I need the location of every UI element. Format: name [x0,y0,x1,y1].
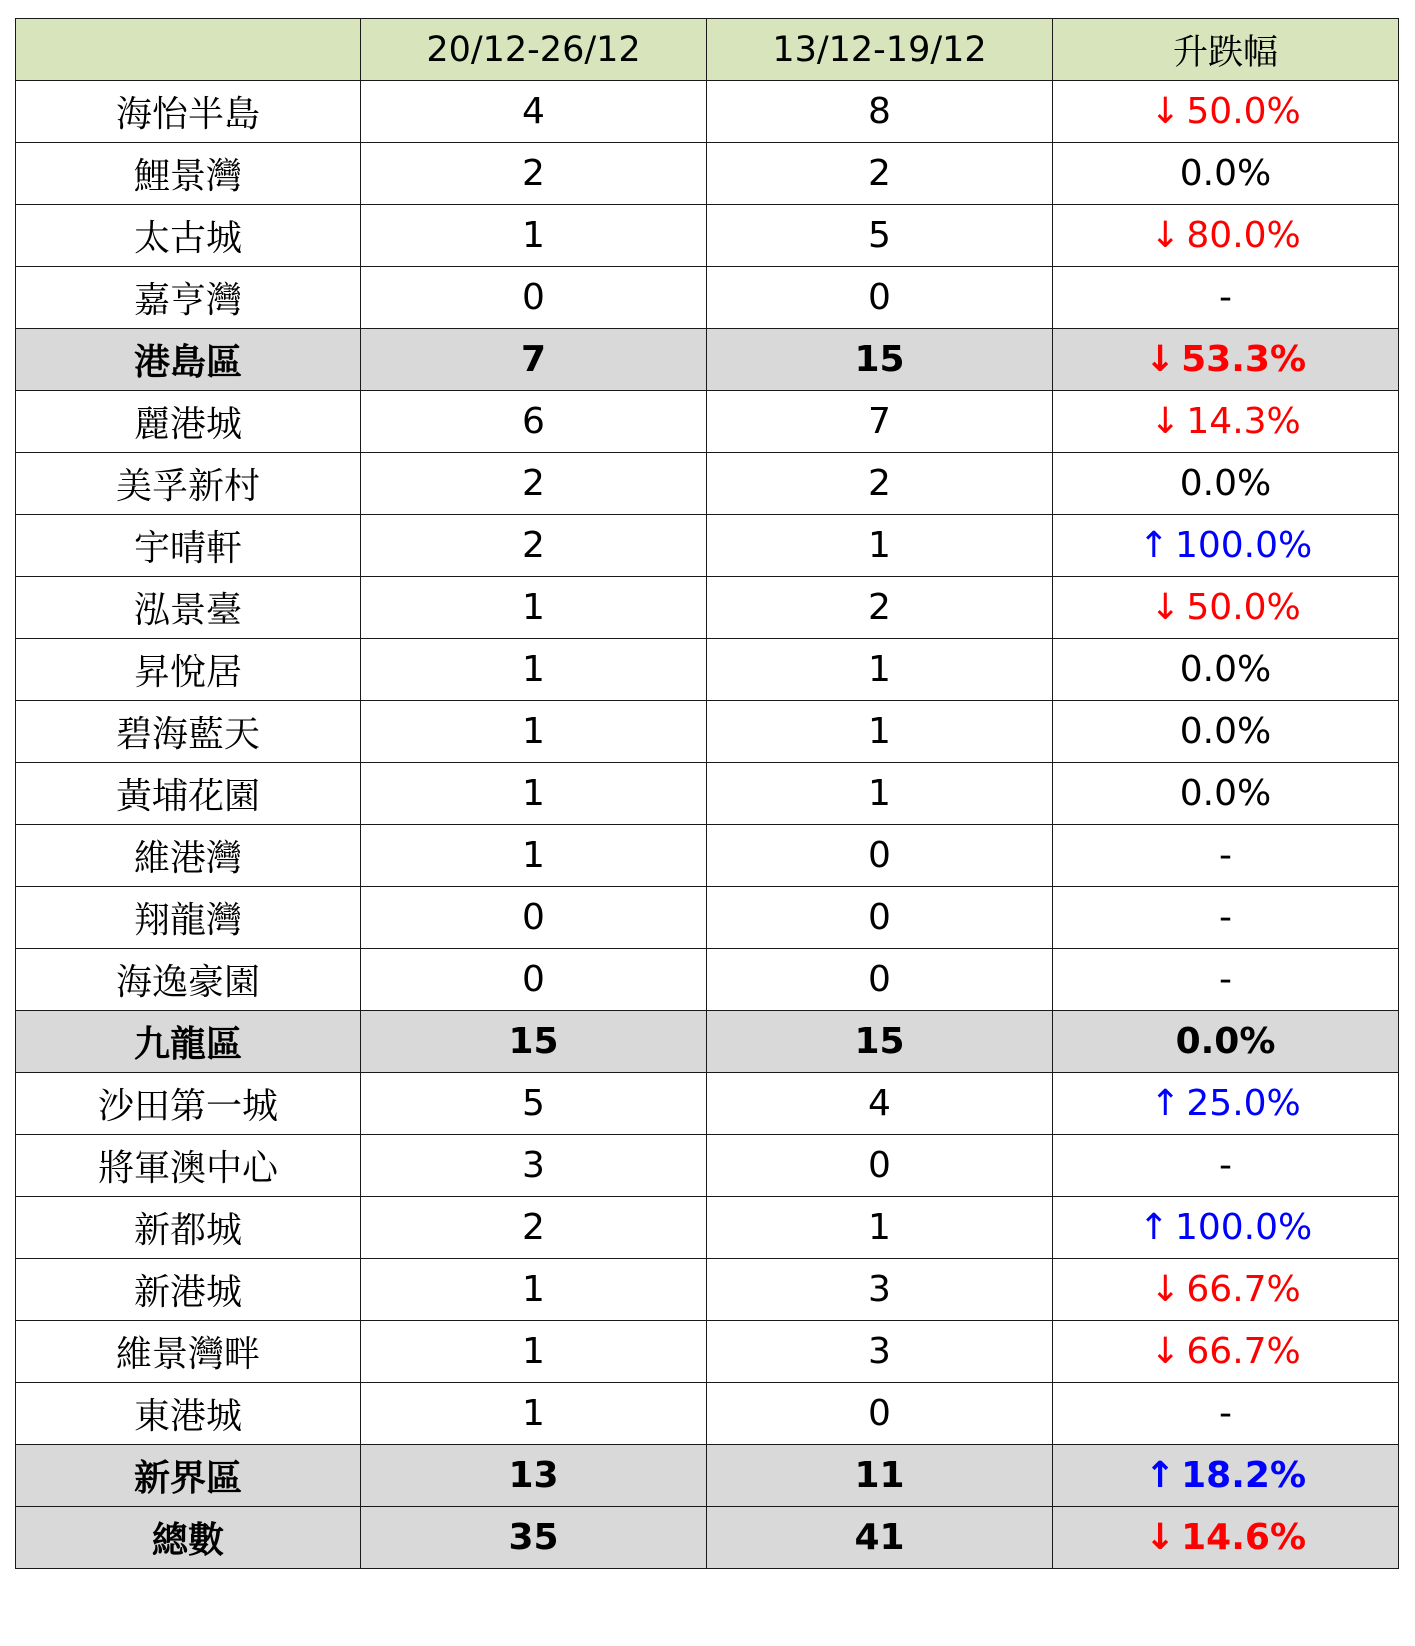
table-row [16,949,1399,1011]
change-value: - [1219,1145,1232,1186]
table-row [16,577,1399,639]
current-week-count-cell: 2 [361,515,707,577]
header-previous-week: 13/12-19/12 [707,19,1053,81]
estate-name-cell: 總數 [16,1507,361,1569]
change-value: 50.0% [1186,587,1301,628]
change-value: 18.2% [1181,1455,1307,1496]
header-row [16,19,1399,81]
table-row [16,1383,1399,1445]
change-cell [1053,1011,1399,1073]
estate-name-cell: 碧海藍天 [16,701,361,763]
arrow-down-icon: ↓ [1150,587,1181,628]
change-cell [1053,81,1399,143]
change-value: 14.3% [1186,401,1301,442]
change-cell [1053,1073,1399,1135]
table-row [16,701,1399,763]
change-cell [1053,143,1399,205]
previous-week-count-cell: 0 [707,825,1053,887]
arrow-up-icon: ↑ [1144,1455,1176,1496]
table-row [16,639,1399,701]
previous-week-count-cell: 2 [707,577,1053,639]
estate-name-cell: 翔龍灣 [16,887,361,949]
previous-week-count-cell: 2 [707,453,1053,515]
change-cell [1053,205,1399,267]
arrow-down-icon: ↓ [1150,215,1181,256]
previous-week-count-cell: 0 [707,267,1053,329]
estate-name-cell: 太古城 [16,205,361,267]
change-value: 0.0% [1179,463,1272,504]
current-week-count-cell: 1 [361,1321,707,1383]
table-row [16,1135,1399,1197]
current-week-count-cell: 1 [361,577,707,639]
estate-name-cell: 東港城 [16,1383,361,1445]
estate-name-cell: 將軍澳中心 [16,1135,361,1197]
change-cell [1053,577,1399,639]
change-cell [1053,763,1399,825]
change-cell [1053,1383,1399,1445]
arrow-down-icon: ↓ [1144,1517,1176,1558]
change-cell [1053,1135,1399,1197]
change-value: 50.0% [1186,91,1301,132]
change-value: 0.0% [1179,711,1272,752]
current-week-count-cell: 1 [361,763,707,825]
current-week-count-cell: 13 [361,1445,707,1507]
transactions-table [15,18,1399,1569]
estate-name-cell: 海逸豪園 [16,949,361,1011]
previous-week-count-cell: 4 [707,1073,1053,1135]
current-week-count-cell: 2 [361,1197,707,1259]
current-week-count-cell: 15 [361,1011,707,1073]
table-row [16,1197,1399,1259]
table-row [16,143,1399,205]
current-week-count-cell: 1 [361,639,707,701]
estate-name-cell: 維景灣畔 [16,1321,361,1383]
arrow-down-icon: ↓ [1150,91,1181,132]
table-row [16,81,1399,143]
estate-name-cell: 泓景臺 [16,577,361,639]
header-estate [16,19,361,81]
change-value: 0.0% [1179,153,1272,194]
table-row [16,763,1399,825]
arrow-up-icon: ↑ [1150,1083,1181,1124]
previous-week-count-cell: 0 [707,1383,1053,1445]
previous-week-count-cell: 3 [707,1259,1053,1321]
estate-name-cell: 鯉景灣 [16,143,361,205]
previous-week-count-cell: 15 [707,329,1053,391]
table-row [16,887,1399,949]
previous-week-count-cell: 15 [707,1011,1053,1073]
change-value: 0.0% [1179,649,1272,690]
current-week-count-cell: 1 [361,1383,707,1445]
table-row [16,1259,1399,1321]
estate-name-cell: 新港城 [16,1259,361,1321]
arrow-up-icon: ↑ [1138,525,1169,566]
change-cell [1053,1445,1399,1507]
previous-week-count-cell: 11 [707,1445,1053,1507]
table-row [16,825,1399,887]
change-value: 80.0% [1186,215,1301,256]
current-week-count-cell: 7 [361,329,707,391]
header-change: 升跌幅 [1053,19,1399,81]
current-week-count-cell: 0 [361,949,707,1011]
change-cell [1053,515,1399,577]
change-value: 66.7% [1186,1269,1301,1310]
estate-name-cell: 宇晴軒 [16,515,361,577]
current-week-count-cell: 1 [361,701,707,763]
estate-name-cell: 新界區 [16,1445,361,1507]
previous-week-count-cell: 0 [707,949,1053,1011]
table-body [16,81,1399,1569]
change-value: - [1219,1393,1232,1434]
subtotal-row [16,1507,1399,1569]
current-week-count-cell: 1 [361,205,707,267]
previous-week-count-cell: 1 [707,515,1053,577]
change-cell [1053,949,1399,1011]
table-row [16,1321,1399,1383]
estate-name-cell: 九龍區 [16,1011,361,1073]
change-cell [1053,887,1399,949]
current-week-count-cell: 2 [361,453,707,515]
subtotal-row [16,1011,1399,1073]
previous-week-count-cell: 8 [707,81,1053,143]
current-week-count-cell: 5 [361,1073,707,1135]
header-current-week: 20/12-26/12 [361,19,707,81]
table-row [16,1073,1399,1135]
current-week-count-cell: 35 [361,1507,707,1569]
change-value: - [1219,897,1232,938]
table-row [16,453,1399,515]
previous-week-count-cell: 5 [707,205,1053,267]
estate-name-cell: 港島區 [16,329,361,391]
table-header [16,19,1399,81]
current-week-count-cell: 4 [361,81,707,143]
table-row [16,267,1399,329]
subtotal-row [16,329,1399,391]
change-value: 14.6% [1181,1517,1307,1558]
change-cell [1053,1507,1399,1569]
current-week-count-cell: 2 [361,143,707,205]
previous-week-count-cell: 0 [707,887,1053,949]
change-value: 100.0% [1174,525,1313,566]
previous-week-count-cell: 1 [707,763,1053,825]
arrow-down-icon: ↓ [1150,401,1181,442]
previous-week-count-cell: 1 [707,639,1053,701]
change-cell [1053,825,1399,887]
arrow-down-icon: ↓ [1150,1331,1181,1372]
change-cell [1053,391,1399,453]
estate-name-cell: 沙田第一城 [16,1073,361,1135]
previous-week-count-cell: 41 [707,1507,1053,1569]
current-week-count-cell: 3 [361,1135,707,1197]
previous-week-count-cell: 2 [707,143,1053,205]
previous-week-count-cell: 0 [707,1135,1053,1197]
change-value: 0.0% [1175,1021,1276,1062]
change-value: - [1219,835,1232,876]
change-cell [1053,639,1399,701]
change-value: - [1219,959,1232,1000]
current-week-count-cell: 1 [361,1259,707,1321]
change-value: 0.0% [1179,773,1272,814]
change-cell [1053,1321,1399,1383]
subtotal-row [16,1445,1399,1507]
current-week-count-cell: 6 [361,391,707,453]
arrow-down-icon: ↓ [1150,1269,1181,1310]
estate-name-cell: 黃埔花園 [16,763,361,825]
change-value: 25.0% [1186,1083,1301,1124]
estate-name-cell: 嘉亨灣 [16,267,361,329]
table-row [16,515,1399,577]
change-cell [1053,701,1399,763]
estate-name-cell: 海怡半島 [16,81,361,143]
change-cell [1053,1197,1399,1259]
change-value: 53.3% [1181,339,1307,380]
table-row [16,391,1399,453]
estate-name-cell: 美孚新村 [16,453,361,515]
estate-name-cell: 昇悅居 [16,639,361,701]
change-value: 66.7% [1186,1331,1301,1372]
estate-name-cell: 新都城 [16,1197,361,1259]
change-cell [1053,1259,1399,1321]
change-value: 100.0% [1174,1207,1313,1248]
arrow-down-icon: ↓ [1144,339,1176,380]
previous-week-count-cell: 1 [707,1197,1053,1259]
estate-name-cell: 麗港城 [16,391,361,453]
current-week-count-cell: 1 [361,825,707,887]
current-week-count-cell: 0 [361,887,707,949]
previous-week-count-cell: 7 [707,391,1053,453]
change-cell [1053,267,1399,329]
table-row [16,205,1399,267]
current-week-count-cell: 0 [361,267,707,329]
previous-week-count-cell: 3 [707,1321,1053,1383]
previous-week-count-cell: 1 [707,701,1053,763]
estate-name-cell: 維港灣 [16,825,361,887]
change-value: - [1219,277,1232,318]
change-cell [1053,329,1399,391]
change-cell [1053,453,1399,515]
arrow-up-icon: ↑ [1138,1207,1169,1248]
